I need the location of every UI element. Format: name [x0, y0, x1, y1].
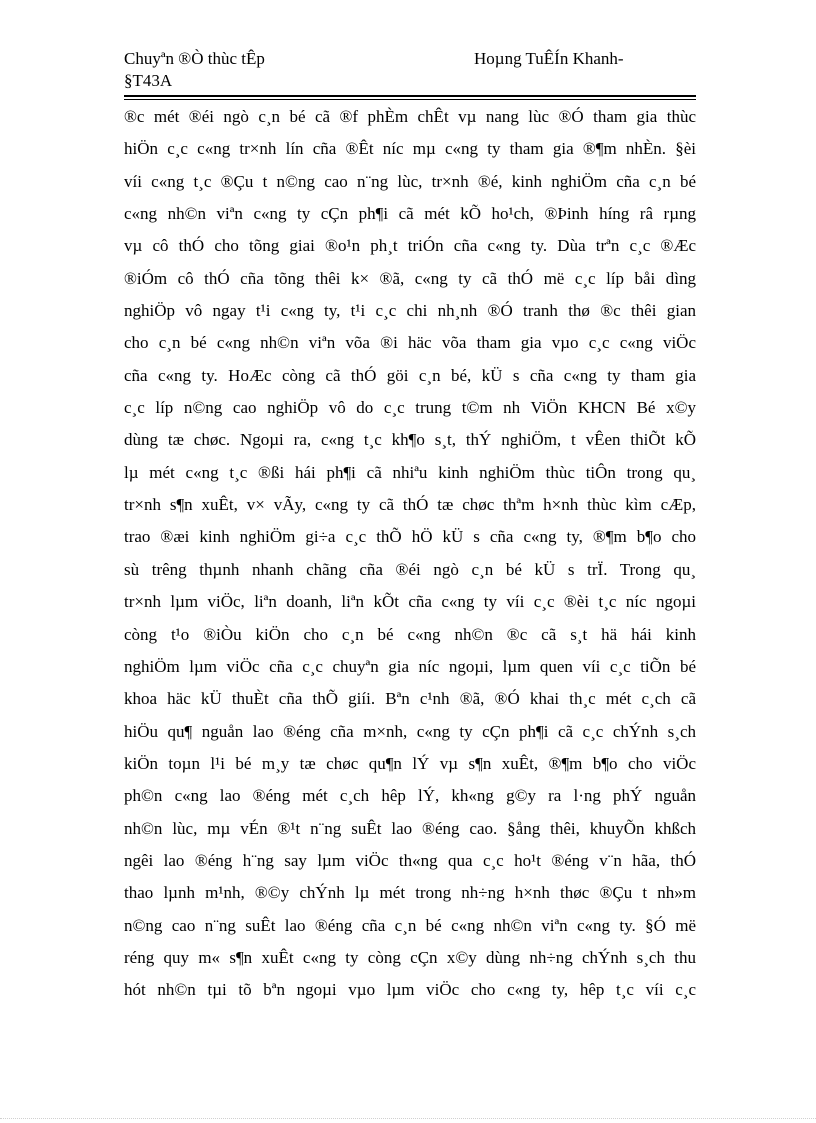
text-line: hiÖn c¸c c«ng tr×nh lín cña ®Êt níc mµ c«ng ty tham gia ®¶m nhÈn. §èi: [124, 139, 696, 159]
body-text: [124, 101, 696, 1007]
text-line: hiÖu qu¶ nguån lao ®éng cña m×nh, c«ng ty cÇn ph¶i cã c¸c chÝnh s¸ch: [124, 721, 696, 741]
header-class-code: §T43A: [124, 71, 173, 90]
text-line: lµ mét c«ng t¸c ®ßi hái ph¶i cã nhiªu kinh nghiÖm thùc tiÔn trong qu¸: [124, 462, 696, 482]
text-line: khoa häc kÜ thuÈt cña thÕ giíi. Bªn c¹nh ®ã, ®Ó khai th¸c mét c¸ch cã: [124, 689, 696, 709]
text-line: réng quy m« s¶n xuÊt c«ng ty còng cÇn x©y dùng nh÷ng chÝnh s¸ch thu: [124, 947, 696, 967]
text-line: ngêi lao ®éng h¨ng say lµm viÖc th«ng qua c¸c ho¹t ®éng v¨n hãa, thÓ: [124, 850, 696, 870]
header-title: Chuyªn ®Ò thùc tÊp: [124, 49, 265, 68]
text-line: thao lµnh m¹nh, ®©y chÝnh lµ mét trong nh÷ng h×nh thøc ®Çu t nh»m: [124, 883, 696, 903]
text-line: tr×nh lµm viÖc, liªn doanh, liªn kÕt cña c«ng ty víi c¸c ®èi t¸c níc ngoµi: [124, 592, 696, 612]
header-rule-thin: [124, 99, 696, 100]
header-left: [124, 48, 324, 92]
text-line: ph©n c«ng lao ®éng mét c¸ch hêp lÝ, kh«ng g©y ra l·ng phÝ nguån: [124, 786, 696, 806]
text-line: kiÖn toµn l¹i bé m¸y tæ chøc qu¶n lÝ vµ s¶n xuÊt, ®¶m b¶o cho viÖc: [124, 753, 696, 773]
header-rule-thick: [124, 95, 696, 97]
text-line: vµ cô thÓ cho tõng giai ®o¹n ph¸t triÓn cña c«ng ty. Dùa trªn c¸c ®Æc: [124, 236, 696, 256]
text-line: nh©n lùc, mµ vÉn ®¹t n¨ng suÊt lao ®éng cao. §ång thêi, khuyÕn khßch: [124, 818, 696, 838]
text-line: n©ng cao n¨ng suÊt lao ®éng cña c¸n bé c«ng nh©n viªn c«ng ty. §Ó më: [124, 915, 696, 935]
text-line: nghiÖm lµm viÖc cña c¸c chuyªn gia níc ngoµi, lµm quen víi c¸c tiÕn bé: [124, 656, 696, 676]
page-header: [124, 48, 696, 92]
text-line: sù trêng thµnh nhanh chãng cña ®éi ngò c¸n bé kÜ s trÏ. Trong qu¸: [124, 559, 696, 579]
text-line: cho c¸n bé c«ng nh©n viªn võa ®i häc võa tham gia vµo c¸c c«ng viÖc: [124, 333, 696, 353]
text-line: trao ®æi kinh nghiÖm gi÷a c¸c thÕ hÖ kÜ s cña c«ng ty, ®¶m b¶o cho: [124, 527, 696, 547]
text-line: ®iÓm cô thÓ cña tõng thêi k× ®ã, c«ng ty cã thÓ më c¸c líp båi dìng: [124, 268, 696, 288]
text-line: cña c«ng ty. HoÆc còng cã thÓ göi c¸n bé, kÜ s cña c«ng ty tham gia: [124, 365, 696, 385]
text-line: nghiÖp vô ngay t¹i c«ng ty, t¹i c¸c chi nh¸nh ®Ó tranh thø ®c thêi gian: [124, 301, 696, 321]
text-line: hót nh©n tµi tõ bªn ngoµi vµo lµm viÖc cho c«ng ty, hêp t¸c víi c¸c: [124, 980, 696, 1000]
text-line: c«ng nh©n viªn c«ng ty cÇn ph¶i cã mét kÕ ho¹ch, ®Þinh híng râ rµng: [124, 204, 696, 224]
text-line: víi c«ng t¸c ®Çu t n©ng cao n¨ng lùc, tr×nh ®é, kinh nghiÖm cña c¸n bé: [124, 171, 696, 191]
page-bottom-border: [0, 1118, 816, 1119]
header-author: Hoµng TuÊÍn Khanh-: [474, 49, 624, 68]
text-line: c¸c líp n©ng cao nghiÖp vô do c¸c trung t©m nh ViÖn KHCN Bé x©y: [124, 398, 696, 418]
text-line: ®c mét ®éi ngò c¸n bé cã ®f phÈm chÊt vµ nang lùc ®Ó tham gia thùc: [124, 107, 696, 126]
text-line: tr×nh s¶n xuÊt, v× vÃy, c«ng ty cã thÓ tæ chøc thªm h×nh thùc kìm cÆp,: [124, 495, 696, 515]
text-line: còng t¹o ®iÒu kiÖn cho c¸n bé c«ng nh©n ®c cã s¸t hä hái kinh: [124, 624, 696, 644]
text-line: dùng tæ chøc. Ngoµi ra, c«ng t¸c kh¶o s¸t, thÝ nghiÖm, t vÊen thiÕt kÕ: [124, 430, 696, 450]
